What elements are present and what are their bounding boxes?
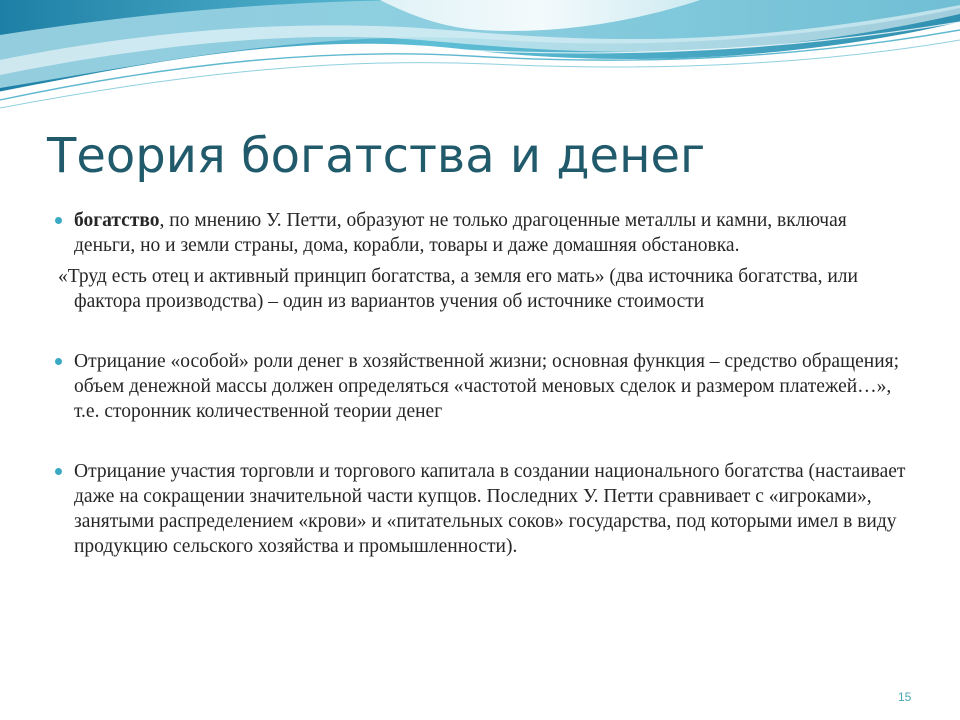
slide-body [52,208,912,559]
bullet-paragraph-trade [52,459,912,559]
quote-paragraph-labor [52,264,912,314]
bullet-paragraph-wealth [52,208,912,258]
bullet-paragraph-money-role [52,349,912,424]
paragraph-text: «Труд есть отец и активный принцип богатства, а земля его мать» (два источника богатства, или фактора производства) – один из вариантов учения об источнике стоимости [58,266,858,312]
bullet-icon [55,358,62,365]
page-number: 15 [898,690,912,704]
paragraph-text: Отрицание «особой» роли денег в хозяйственной жизни; основная функция – средство обращения; объем денежной массы должен определяться «частотой меновых сделок и размером платежей…», т.е. сторонник количественной теории денег [74,351,900,422]
slide-title: Теория богатства и денег [47,128,706,184]
bullet-icon [55,468,62,475]
wave-decoration [0,0,960,130]
bullet-icon [55,217,62,224]
paragraph-text: , по мнению У. Петти, образуют не только драгоценные металлы и камни, включая деньги, но и земли страны, дома, корабли, товары и даже домашняя обстановка. [74,210,847,256]
paragraph-text: Отрицание участия торговли и торгового капитала в создании национального богатства (настаивает даже на сокращении значительной части купцов. Последних У. Петти сравнивает с «игроками», занятыми распределением «крови» и «питательных соков» государства, под которыми имел в виду продукцию сельского хозяйства и промышленности). [74,461,906,557]
term-wealth: богатство [74,210,160,231]
